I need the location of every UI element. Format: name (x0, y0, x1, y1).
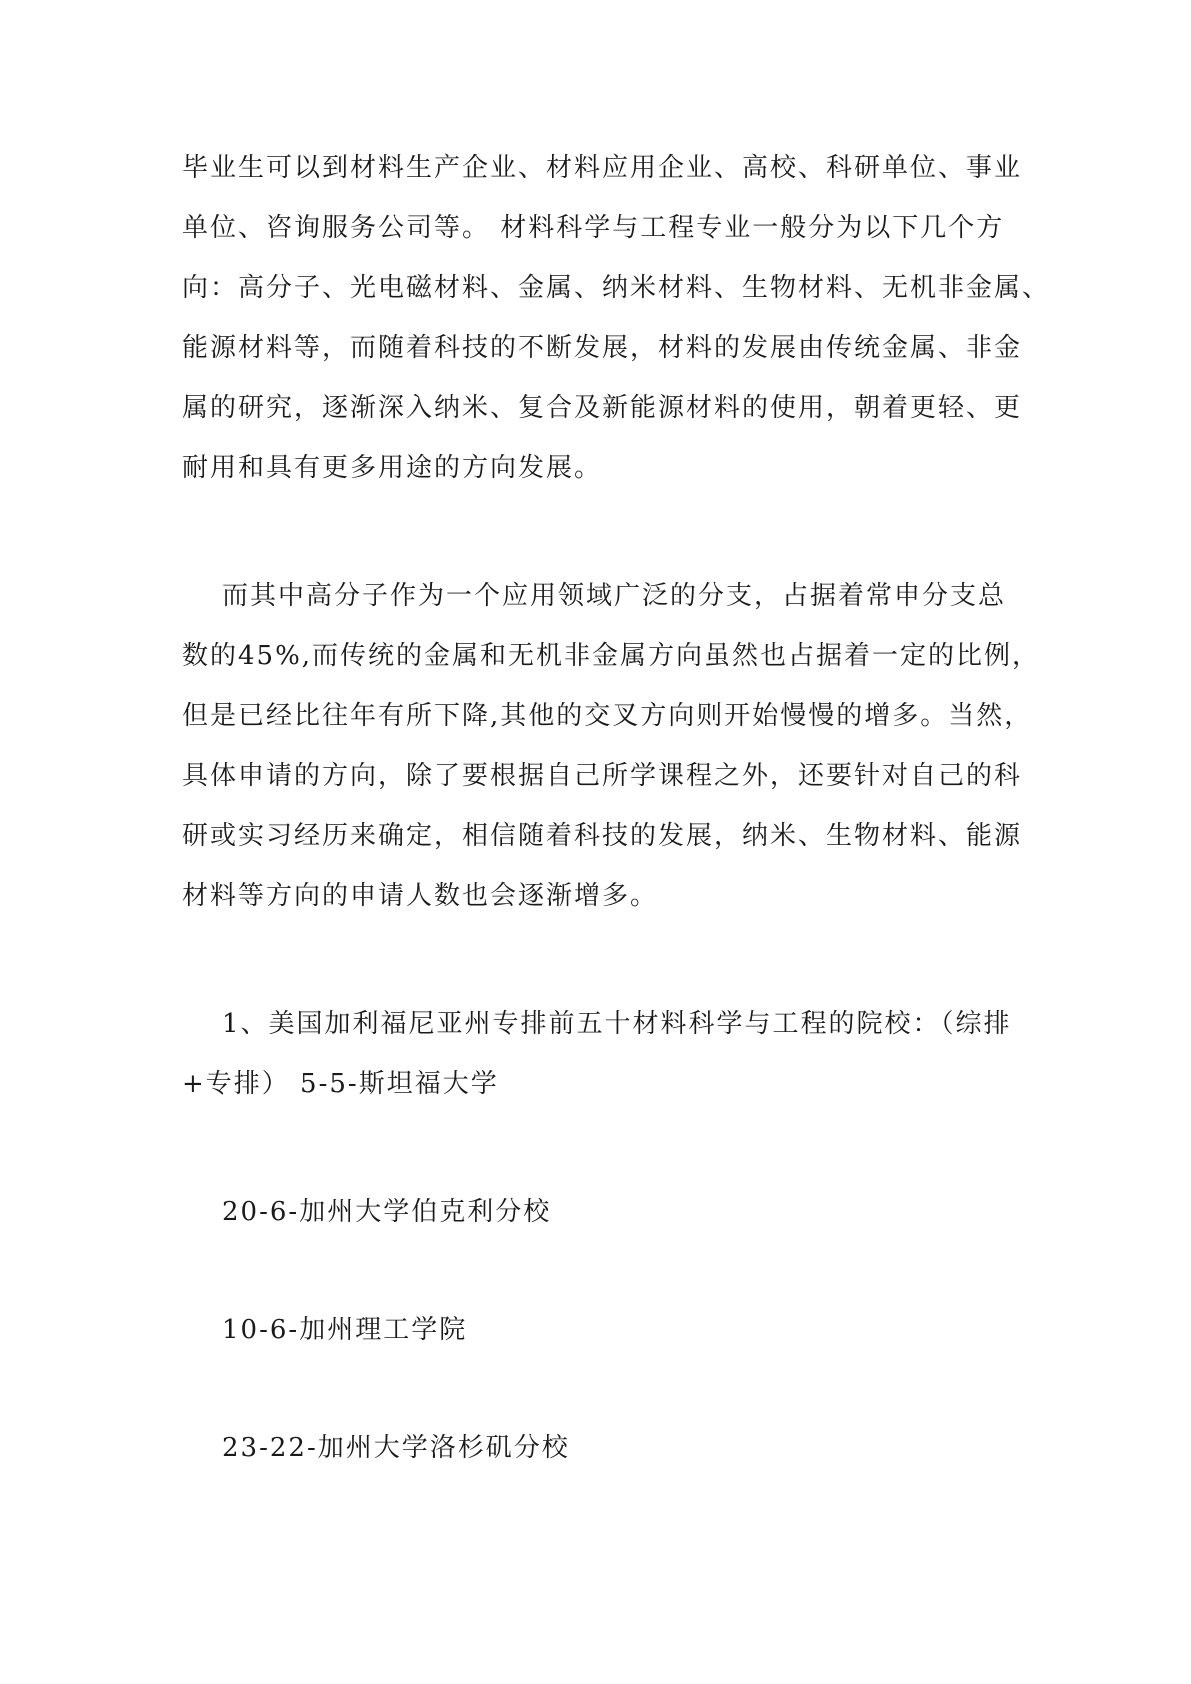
paragraph2-line-6: 材料等方向的申请人数也会逐渐增多。 (182, 881, 659, 911)
paragraph1-line-3: 向：高分子、光电磁材料、金属、纳米材料、生物材料、无机非金属、 (182, 273, 1051, 303)
paragraph1-line-5: 属的研究，逐渐深入纳米、复合及新能源材料的使用，朝着更轻、更 (182, 393, 1023, 423)
paragraph3-line-2: +专排） 5-5-斯坦福大学 (182, 1069, 499, 1099)
paragraph1-line-4: 能源材料等，而随着科技的不断发展，材料的发展由传统金属、非金 (182, 333, 1023, 363)
paragraph2-line-5: 研或实习经历来确定，相信随着科技的发展，纳米、生物材料、能源 (182, 821, 1023, 851)
school-list-item-1: 20-6-加州大学伯克利分校 (222, 1197, 552, 1227)
paragraph2-line-2: 数的45%,而传统的金属和无机非金属方向虽然也占据着一定的比例， (182, 641, 1041, 671)
paragraph2-line-1: 而其中高分子作为一个应用领域广泛的分支，占据着常申分支总 (222, 581, 1007, 611)
paragraph2-line-3: 但是已经比往年有所下降,其他的交叉方向则开始慢慢的增多。当然， (182, 701, 1033, 731)
paragraph1-line-1: 毕业生可以到材料生产企业、材料应用企业、高校、科研单位、事业 (182, 153, 1023, 183)
paragraph2-line-4: 具体申请的方向，除了要根据自己所学课程之外，还要针对自己的科 (182, 761, 1023, 791)
paragraph1-line-6: 耐用和具有更多用途的方向发展。 (182, 453, 603, 483)
school-list-item-2: 10-6-加州理工学院 (222, 1315, 468, 1345)
paragraph3-line-1: 1、美国加利福尼亚州专排前五十材料科学与工程的院校：（综排 (222, 1009, 1012, 1039)
paragraph1-line-2: 单位、咨询服务公司等。 材料科学与工程专业一般分为以下几个方 (182, 213, 1005, 243)
school-list-item-3: 23-22-加州大学洛杉矶分校 (222, 1433, 570, 1463)
